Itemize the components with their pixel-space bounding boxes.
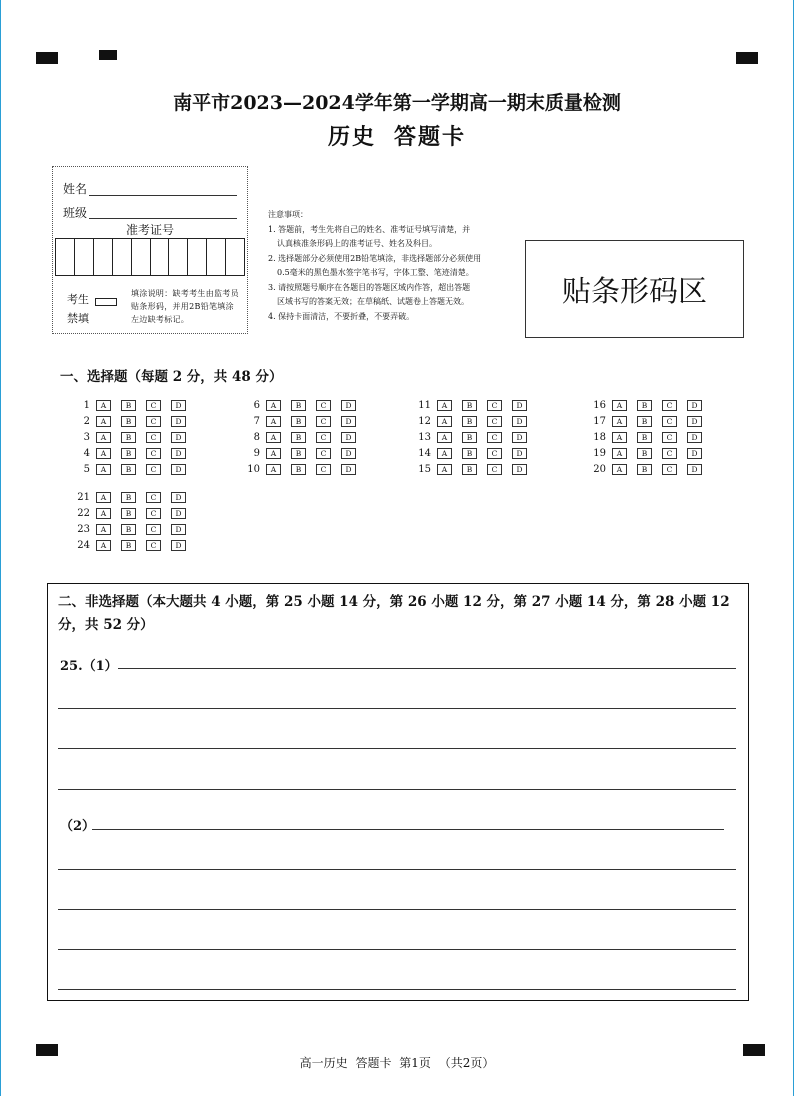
question-number: 6 bbox=[253, 399, 260, 411]
option-bubble-d[interactable]: D bbox=[171, 524, 186, 535]
notes-block bbox=[268, 208, 508, 324]
option-bubble-b[interactable]: B bbox=[121, 432, 136, 443]
option-bubble-b[interactable]: B bbox=[462, 432, 477, 443]
option-bubble-b[interactable]: B bbox=[637, 448, 652, 459]
choice-question bbox=[74, 430, 196, 444]
note-line: 认真核准条形码上的准考证号、姓名及科目。 bbox=[277, 239, 437, 248]
option-bubble-a[interactable]: A bbox=[612, 400, 627, 411]
choice-question bbox=[74, 462, 196, 476]
option-bubble-d[interactable]: D bbox=[341, 448, 356, 459]
subject-title bbox=[0, 120, 794, 151]
option-bubble-a[interactable]: A bbox=[266, 400, 281, 411]
option-bubble-d[interactable]: D bbox=[171, 492, 186, 503]
option-bubble-c[interactable]: C bbox=[487, 416, 502, 427]
option-bubble-a[interactable]: A bbox=[266, 416, 281, 427]
question-number: 18 bbox=[593, 431, 606, 443]
choice-question bbox=[74, 538, 196, 552]
choice-question bbox=[74, 490, 196, 504]
barcode-area: 贴条形码区 bbox=[525, 240, 744, 338]
choice-question bbox=[244, 430, 366, 444]
exam-id-digit-box[interactable] bbox=[75, 239, 94, 275]
exam-id-digit-box[interactable] bbox=[56, 239, 75, 275]
section2-box bbox=[47, 583, 749, 1001]
option-bubble-b[interactable]: B bbox=[291, 400, 306, 411]
question-number: 14 bbox=[418, 447, 431, 459]
option-bubble-a[interactable]: A bbox=[266, 448, 281, 459]
option-bubble-b[interactable]: B bbox=[291, 416, 306, 427]
answer-line[interactable] bbox=[58, 789, 736, 790]
choice-question bbox=[74, 446, 196, 460]
option-bubble-c[interactable]: C bbox=[316, 400, 331, 411]
option-bubble-d[interactable]: D bbox=[171, 508, 186, 519]
option-bubble-c[interactable]: C bbox=[146, 464, 161, 475]
option-bubble-b[interactable]: B bbox=[637, 400, 652, 411]
question-number: 3 bbox=[83, 431, 90, 443]
option-bubble-d[interactable]: D bbox=[512, 464, 527, 475]
option-bubble-c[interactable]: C bbox=[316, 448, 331, 459]
option-bubble-c[interactable]: C bbox=[487, 432, 502, 443]
alignment-mark bbox=[99, 50, 117, 60]
option-bubble-d[interactable]: D bbox=[171, 448, 186, 459]
option-bubble-b[interactable]: B bbox=[121, 540, 136, 551]
class-label: 班级 bbox=[63, 206, 88, 220]
alignment-mark bbox=[36, 52, 58, 64]
notes-heading: 注意事项： bbox=[268, 210, 308, 219]
exam-id-label: 准考证号 bbox=[125, 223, 174, 237]
answer-line[interactable] bbox=[58, 869, 736, 870]
option-bubble-d[interactable]: D bbox=[512, 432, 527, 443]
option-bubble-a[interactable]: A bbox=[96, 416, 111, 427]
option-bubble-b[interactable]: B bbox=[121, 416, 136, 427]
absent-label-line2: 禁填 bbox=[67, 312, 89, 325]
option-bubble-d[interactable]: D bbox=[687, 448, 702, 459]
option-bubble-c[interactable]: C bbox=[487, 400, 502, 411]
absent-label bbox=[67, 290, 89, 328]
option-bubble-c[interactable]: C bbox=[316, 464, 331, 475]
choice-question bbox=[590, 430, 712, 444]
option-bubble-d[interactable]: D bbox=[341, 464, 356, 475]
option-bubble-b[interactable]: B bbox=[462, 448, 477, 459]
q25-part1-label: 25.（1） bbox=[60, 659, 118, 674]
option-bubble-c[interactable]: C bbox=[146, 448, 161, 459]
exam-id-digit-box[interactable] bbox=[132, 239, 151, 275]
exam-id-digit-box[interactable] bbox=[113, 239, 132, 275]
answer-line[interactable] bbox=[58, 708, 736, 709]
exam-id-boxes[interactable] bbox=[55, 238, 245, 276]
option-bubble-a[interactable]: A bbox=[437, 400, 452, 411]
choice-question bbox=[415, 398, 537, 412]
option-bubble-c[interactable]: C bbox=[146, 400, 161, 411]
exam-id-digit-box[interactable] bbox=[151, 239, 170, 275]
option-bubble-b[interactable]: B bbox=[291, 448, 306, 459]
option-bubble-b[interactable]: B bbox=[121, 508, 136, 519]
note-line: 3. 请按照题号顺序在各题目的答题区域内作答，超出答题 bbox=[268, 282, 471, 292]
choice-question bbox=[590, 414, 712, 428]
option-bubble-d[interactable]: D bbox=[171, 540, 186, 551]
exam-id-digit-box[interactable] bbox=[207, 239, 226, 275]
option-bubble-d[interactable]: D bbox=[687, 464, 702, 475]
option-bubble-b[interactable]: B bbox=[121, 464, 136, 475]
question-number: 11 bbox=[418, 399, 431, 411]
option-bubble-b[interactable]: B bbox=[121, 448, 136, 459]
option-bubble-c[interactable]: C bbox=[146, 492, 161, 503]
option-bubble-c[interactable]: C bbox=[487, 464, 502, 475]
fill-instruction: 填涂说明：缺考考生由监考员贴条形码，并用2B铅笔填涂左边缺考标记。 bbox=[131, 289, 239, 324]
option-bubble-c[interactable]: C bbox=[146, 508, 161, 519]
option-bubble-d[interactable]: D bbox=[171, 432, 186, 443]
option-bubble-a[interactable]: A bbox=[266, 464, 281, 475]
option-bubble-c[interactable]: C bbox=[146, 524, 161, 535]
option-bubble-d[interactable]: D bbox=[687, 400, 702, 411]
exam-id-digit-box[interactable] bbox=[94, 239, 113, 275]
option-bubble-b[interactable]: B bbox=[637, 416, 652, 427]
left-border-line bbox=[0, 0, 1, 1096]
option-bubble-a[interactable]: A bbox=[437, 416, 452, 427]
question-number: 15 bbox=[418, 463, 431, 475]
option-bubble-d[interactable]: D bbox=[171, 416, 186, 427]
answer-line[interactable] bbox=[58, 748, 736, 749]
choice-question bbox=[415, 414, 537, 428]
option-bubble-a[interactable]: A bbox=[266, 432, 281, 443]
choice-question bbox=[74, 506, 196, 520]
option-bubble-d[interactable]: D bbox=[171, 464, 186, 475]
choice-question bbox=[244, 462, 366, 476]
option-bubble-a[interactable]: A bbox=[612, 464, 627, 475]
question-number: 23 bbox=[77, 523, 90, 535]
question-number: 16 bbox=[593, 399, 606, 411]
subject-name: 历史 bbox=[327, 124, 376, 150]
option-bubble-c[interactable]: C bbox=[662, 432, 677, 443]
student-info-box bbox=[52, 166, 248, 334]
option-bubble-a[interactable]: A bbox=[437, 448, 452, 459]
option-bubble-a[interactable]: A bbox=[437, 432, 452, 443]
choice-question bbox=[244, 414, 366, 428]
option-bubble-d[interactable]: D bbox=[171, 400, 186, 411]
answer-line[interactable] bbox=[118, 668, 736, 669]
option-bubble-a[interactable]: A bbox=[96, 508, 111, 519]
question-number: 9 bbox=[253, 447, 260, 459]
option-bubble-d[interactable]: D bbox=[512, 416, 527, 427]
option-bubble-c[interactable]: C bbox=[146, 416, 161, 427]
option-bubble-b[interactable]: B bbox=[291, 464, 306, 475]
question-number: 2 bbox=[83, 415, 90, 427]
question-number: 21 bbox=[77, 491, 90, 503]
question-number: 8 bbox=[253, 431, 260, 443]
absent-label-line1: 考生 bbox=[67, 293, 89, 306]
option-bubble-b[interactable]: B bbox=[637, 464, 652, 475]
option-bubble-d[interactable]: D bbox=[341, 432, 356, 443]
exam-id-digit-box[interactable] bbox=[226, 239, 244, 275]
note-line: 区域书写的答案无效；在草稿纸、试题卷上答题无效。 bbox=[277, 297, 469, 306]
choice-question bbox=[244, 446, 366, 460]
note-line: 2. 选择题部分必须使用2B铅笔填涂，非选择题部分必须使用 bbox=[268, 253, 482, 263]
option-bubble-a[interactable]: A bbox=[612, 416, 627, 427]
choice-question bbox=[415, 430, 537, 444]
option-bubble-c[interactable]: C bbox=[316, 432, 331, 443]
option-bubble-c[interactable]: C bbox=[662, 416, 677, 427]
choice-question bbox=[590, 446, 712, 460]
option-bubble-a[interactable]: A bbox=[437, 464, 452, 475]
question-number: 12 bbox=[418, 415, 431, 427]
choice-question bbox=[244, 398, 366, 412]
option-bubble-c[interactable]: C bbox=[487, 448, 502, 459]
answer-line[interactable] bbox=[58, 989, 736, 990]
option-bubble-c[interactable]: C bbox=[316, 416, 331, 427]
question-number: 13 bbox=[418, 431, 431, 443]
choice-question bbox=[590, 462, 712, 476]
option-bubble-a[interactable]: A bbox=[612, 432, 627, 443]
alignment-mark bbox=[736, 52, 758, 64]
name-label: 姓名 bbox=[63, 182, 88, 196]
option-bubble-c[interactable]: C bbox=[146, 540, 161, 551]
question-number: 24 bbox=[77, 539, 90, 551]
q25-part2-label: （2） bbox=[60, 819, 96, 834]
option-bubble-b[interactable]: B bbox=[291, 432, 306, 443]
option-bubble-d[interactable]: D bbox=[512, 448, 527, 459]
note-line: 0.5毫米的黑色墨水签字笔书写，字体工整、笔迹清楚。 bbox=[277, 268, 474, 277]
exam-title: 南平市2023—2024学年第一学期高一期末质量检测 bbox=[173, 92, 621, 114]
option-bubble-b[interactable]: B bbox=[637, 432, 652, 443]
question-number: 1 bbox=[83, 399, 90, 411]
option-bubble-a[interactable]: A bbox=[96, 432, 111, 443]
card-name: 答题卡 bbox=[394, 124, 467, 150]
footer: 高一历史 答题卡 第1页 （共2页） bbox=[299, 1056, 495, 1070]
question-number: 10 bbox=[247, 463, 260, 475]
question-number: 19 bbox=[593, 447, 606, 459]
option-bubble-a[interactable]: A bbox=[612, 448, 627, 459]
note-line: 4. 保持卡面清洁，不要折叠，不要弄破。 bbox=[268, 311, 415, 321]
question-number: 7 bbox=[253, 415, 260, 427]
option-bubble-d[interactable]: D bbox=[687, 416, 702, 427]
question-number: 17 bbox=[593, 415, 606, 427]
choice-question bbox=[74, 398, 196, 412]
question-number: 4 bbox=[83, 447, 90, 459]
name-input-line[interactable] bbox=[89, 195, 237, 196]
option-bubble-a[interactable]: A bbox=[96, 492, 111, 503]
note-line: 1. 答题前，考生先将自己的姓名、准考证号填写清楚，并 bbox=[268, 224, 471, 234]
answer-line[interactable] bbox=[92, 829, 724, 830]
question-number: 20 bbox=[593, 463, 606, 475]
exam-id-digit-box[interactable] bbox=[169, 239, 188, 275]
option-bubble-d[interactable]: D bbox=[687, 432, 702, 443]
option-bubble-a[interactable]: A bbox=[96, 448, 111, 459]
option-bubble-d[interactable]: D bbox=[341, 400, 356, 411]
section2-title: 二、非选择题（本大题共 4 小题，第 25 小题 14 分，第 26 小题 12 分，第 27 小题 14 分，第 28 小题 12 分，共 52 分） bbox=[58, 594, 730, 633]
option-bubble-b[interactable]: B bbox=[121, 492, 136, 503]
choice-question bbox=[415, 446, 537, 460]
option-bubble-c[interactable]: C bbox=[662, 400, 677, 411]
question-number: 5 bbox=[83, 463, 90, 475]
option-bubble-a[interactable]: A bbox=[96, 464, 111, 475]
class-input-line[interactable] bbox=[89, 218, 237, 219]
choice-question bbox=[415, 462, 537, 476]
option-bubble-a[interactable]: A bbox=[96, 540, 111, 551]
option-bubble-b[interactable]: B bbox=[462, 416, 477, 427]
choice-question bbox=[590, 398, 712, 412]
option-bubble-c[interactable]: C bbox=[146, 432, 161, 443]
option-bubble-c[interactable]: C bbox=[662, 448, 677, 459]
option-bubble-a[interactable]: A bbox=[96, 524, 111, 535]
absent-mark-box[interactable] bbox=[95, 298, 117, 306]
option-bubble-b[interactable]: B bbox=[121, 524, 136, 535]
option-bubble-c[interactable]: C bbox=[662, 464, 677, 475]
answer-line[interactable] bbox=[58, 909, 736, 910]
answer-line[interactable] bbox=[58, 949, 736, 950]
choice-question bbox=[74, 522, 196, 536]
exam-id-digit-box[interactable] bbox=[188, 239, 207, 275]
option-bubble-b[interactable]: B bbox=[462, 464, 477, 475]
choice-question bbox=[74, 414, 196, 428]
option-bubble-b[interactable]: B bbox=[121, 400, 136, 411]
section1-title: 一、选择题（每题 2 分，共 48 分） bbox=[60, 369, 283, 385]
option-bubble-a[interactable]: A bbox=[96, 400, 111, 411]
question-number: 22 bbox=[77, 507, 90, 519]
option-bubble-d[interactable]: D bbox=[341, 416, 356, 427]
option-bubble-d[interactable]: D bbox=[512, 400, 527, 411]
option-bubble-b[interactable]: B bbox=[462, 400, 477, 411]
